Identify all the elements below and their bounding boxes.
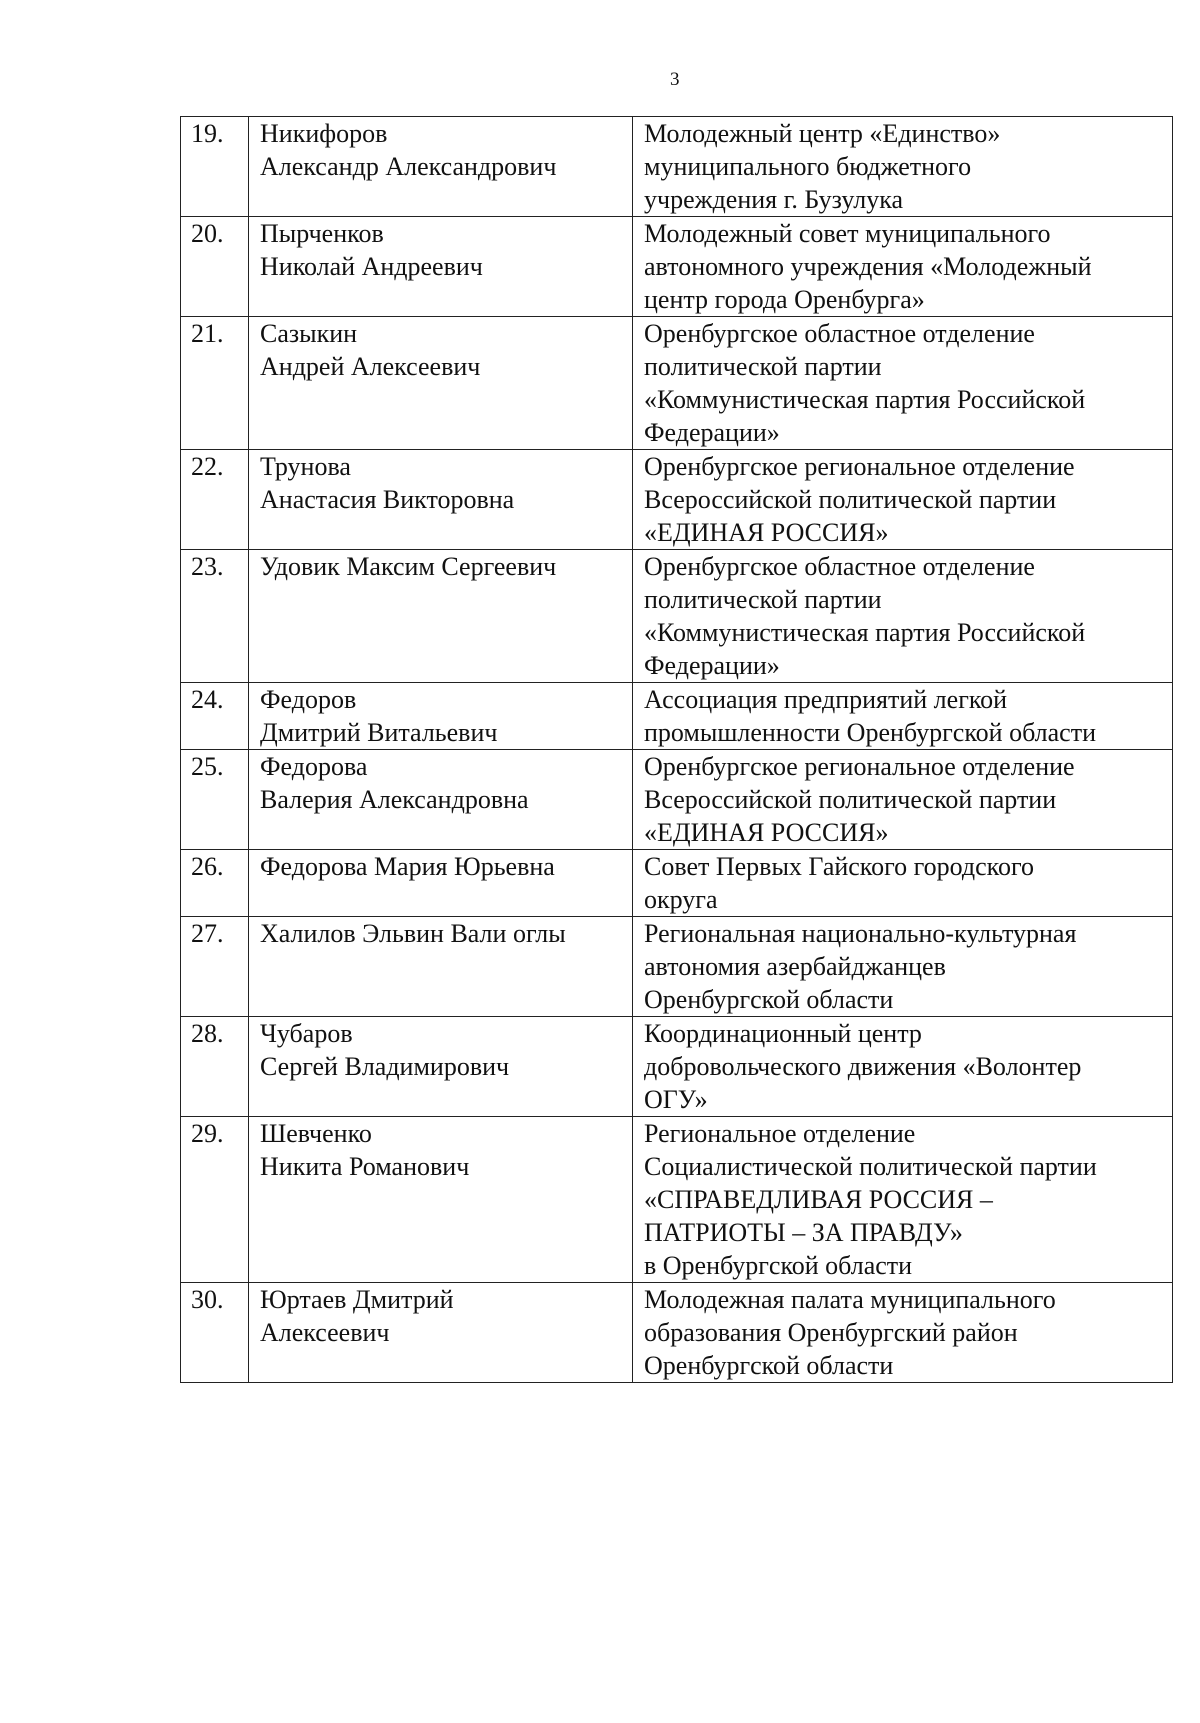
table-row	[181, 1283, 1173, 1383]
person-name: Никифоров Александр Александрович	[249, 117, 633, 217]
organization: Координационный центр добровольческого движения «Волонтер ОГУ»	[633, 1017, 1173, 1117]
row-number: 26.	[181, 850, 249, 917]
table-row	[181, 450, 1173, 550]
row-number: 28.	[181, 1017, 249, 1117]
organization: Оренбургское областное отделение политической партии «Коммунистическая партия Российской Федерации»	[633, 317, 1173, 450]
organization: Региональная национально-культурная автономия азербайджанцев Оренбургской области	[633, 917, 1173, 1017]
organization: Региональное отделение Социалистической политической партии «СПРАВЕДЛИВАЯ РОССИЯ – ПАТРИОТЫ – ЗА ПРАВДУ» в Оренбургской области	[633, 1117, 1173, 1283]
organization: Совет Первых Гайского городского округа	[633, 850, 1173, 917]
row-number: 21.	[181, 317, 249, 450]
person-name: Шевченко Никита Романович	[249, 1117, 633, 1283]
table-row	[181, 217, 1173, 317]
organization: Оренбургское региональное отделение Всероссийской политической партии «ЕДИНАЯ РОССИЯ»	[633, 450, 1173, 550]
table-row	[181, 917, 1173, 1017]
person-name: Удовик Максим Сергеевич	[249, 550, 633, 683]
person-name: Федорова Валерия Александровна	[249, 750, 633, 850]
organization: Оренбургское областное отделение политической партии «Коммунистическая партия Российской Федерации»	[633, 550, 1173, 683]
table-row	[181, 317, 1173, 450]
row-number: 25.	[181, 750, 249, 850]
person-name: Федорова Мария Юрьевна	[249, 850, 633, 917]
table-row	[181, 683, 1173, 750]
organization: Ассоциация предприятий легкой промышленности Оренбургской области	[633, 683, 1173, 750]
person-name: Трунова Анастасия Викторовна	[249, 450, 633, 550]
row-number: 30.	[181, 1283, 249, 1383]
table-row	[181, 750, 1173, 850]
row-number: 27.	[181, 917, 249, 1017]
person-name: Федоров Дмитрий Витальевич	[249, 683, 633, 750]
table-row	[181, 1017, 1173, 1117]
table-row	[181, 550, 1173, 683]
organization: Молодежный центр «Единство» муниципального бюджетного учреждения г. Бузулука	[633, 117, 1173, 217]
members-table	[180, 116, 1173, 1383]
person-name: Сазыкин Андрей Алексеевич	[249, 317, 633, 450]
organization: Оренбургское региональное отделение Всероссийской политической партии «ЕДИНАЯ РОССИЯ»	[633, 750, 1173, 850]
table-row	[181, 1117, 1173, 1283]
person-name: Пырченков Николай Андреевич	[249, 217, 633, 317]
row-number: 29.	[181, 1117, 249, 1283]
table-row	[181, 117, 1173, 217]
person-name: Чубаров Сергей Владимирович	[249, 1017, 633, 1117]
organization: Молодежная палата муниципального образования Оренбургский район Оренбургской области	[633, 1283, 1173, 1383]
row-number: 22.	[181, 450, 249, 550]
organization: Молодежный совет муниципального автономного учреждения «Молодежный центр города Оренбурга»	[633, 217, 1173, 317]
page-number: 3	[670, 69, 680, 90]
row-number: 19.	[181, 117, 249, 217]
table-row	[181, 850, 1173, 917]
person-name: Халилов Эльвин Вали оглы	[249, 917, 633, 1017]
person-name: Юртаев Дмитрий Алексеевич	[249, 1283, 633, 1383]
row-number: 23.	[181, 550, 249, 683]
row-number: 20.	[181, 217, 249, 317]
row-number: 24.	[181, 683, 249, 750]
